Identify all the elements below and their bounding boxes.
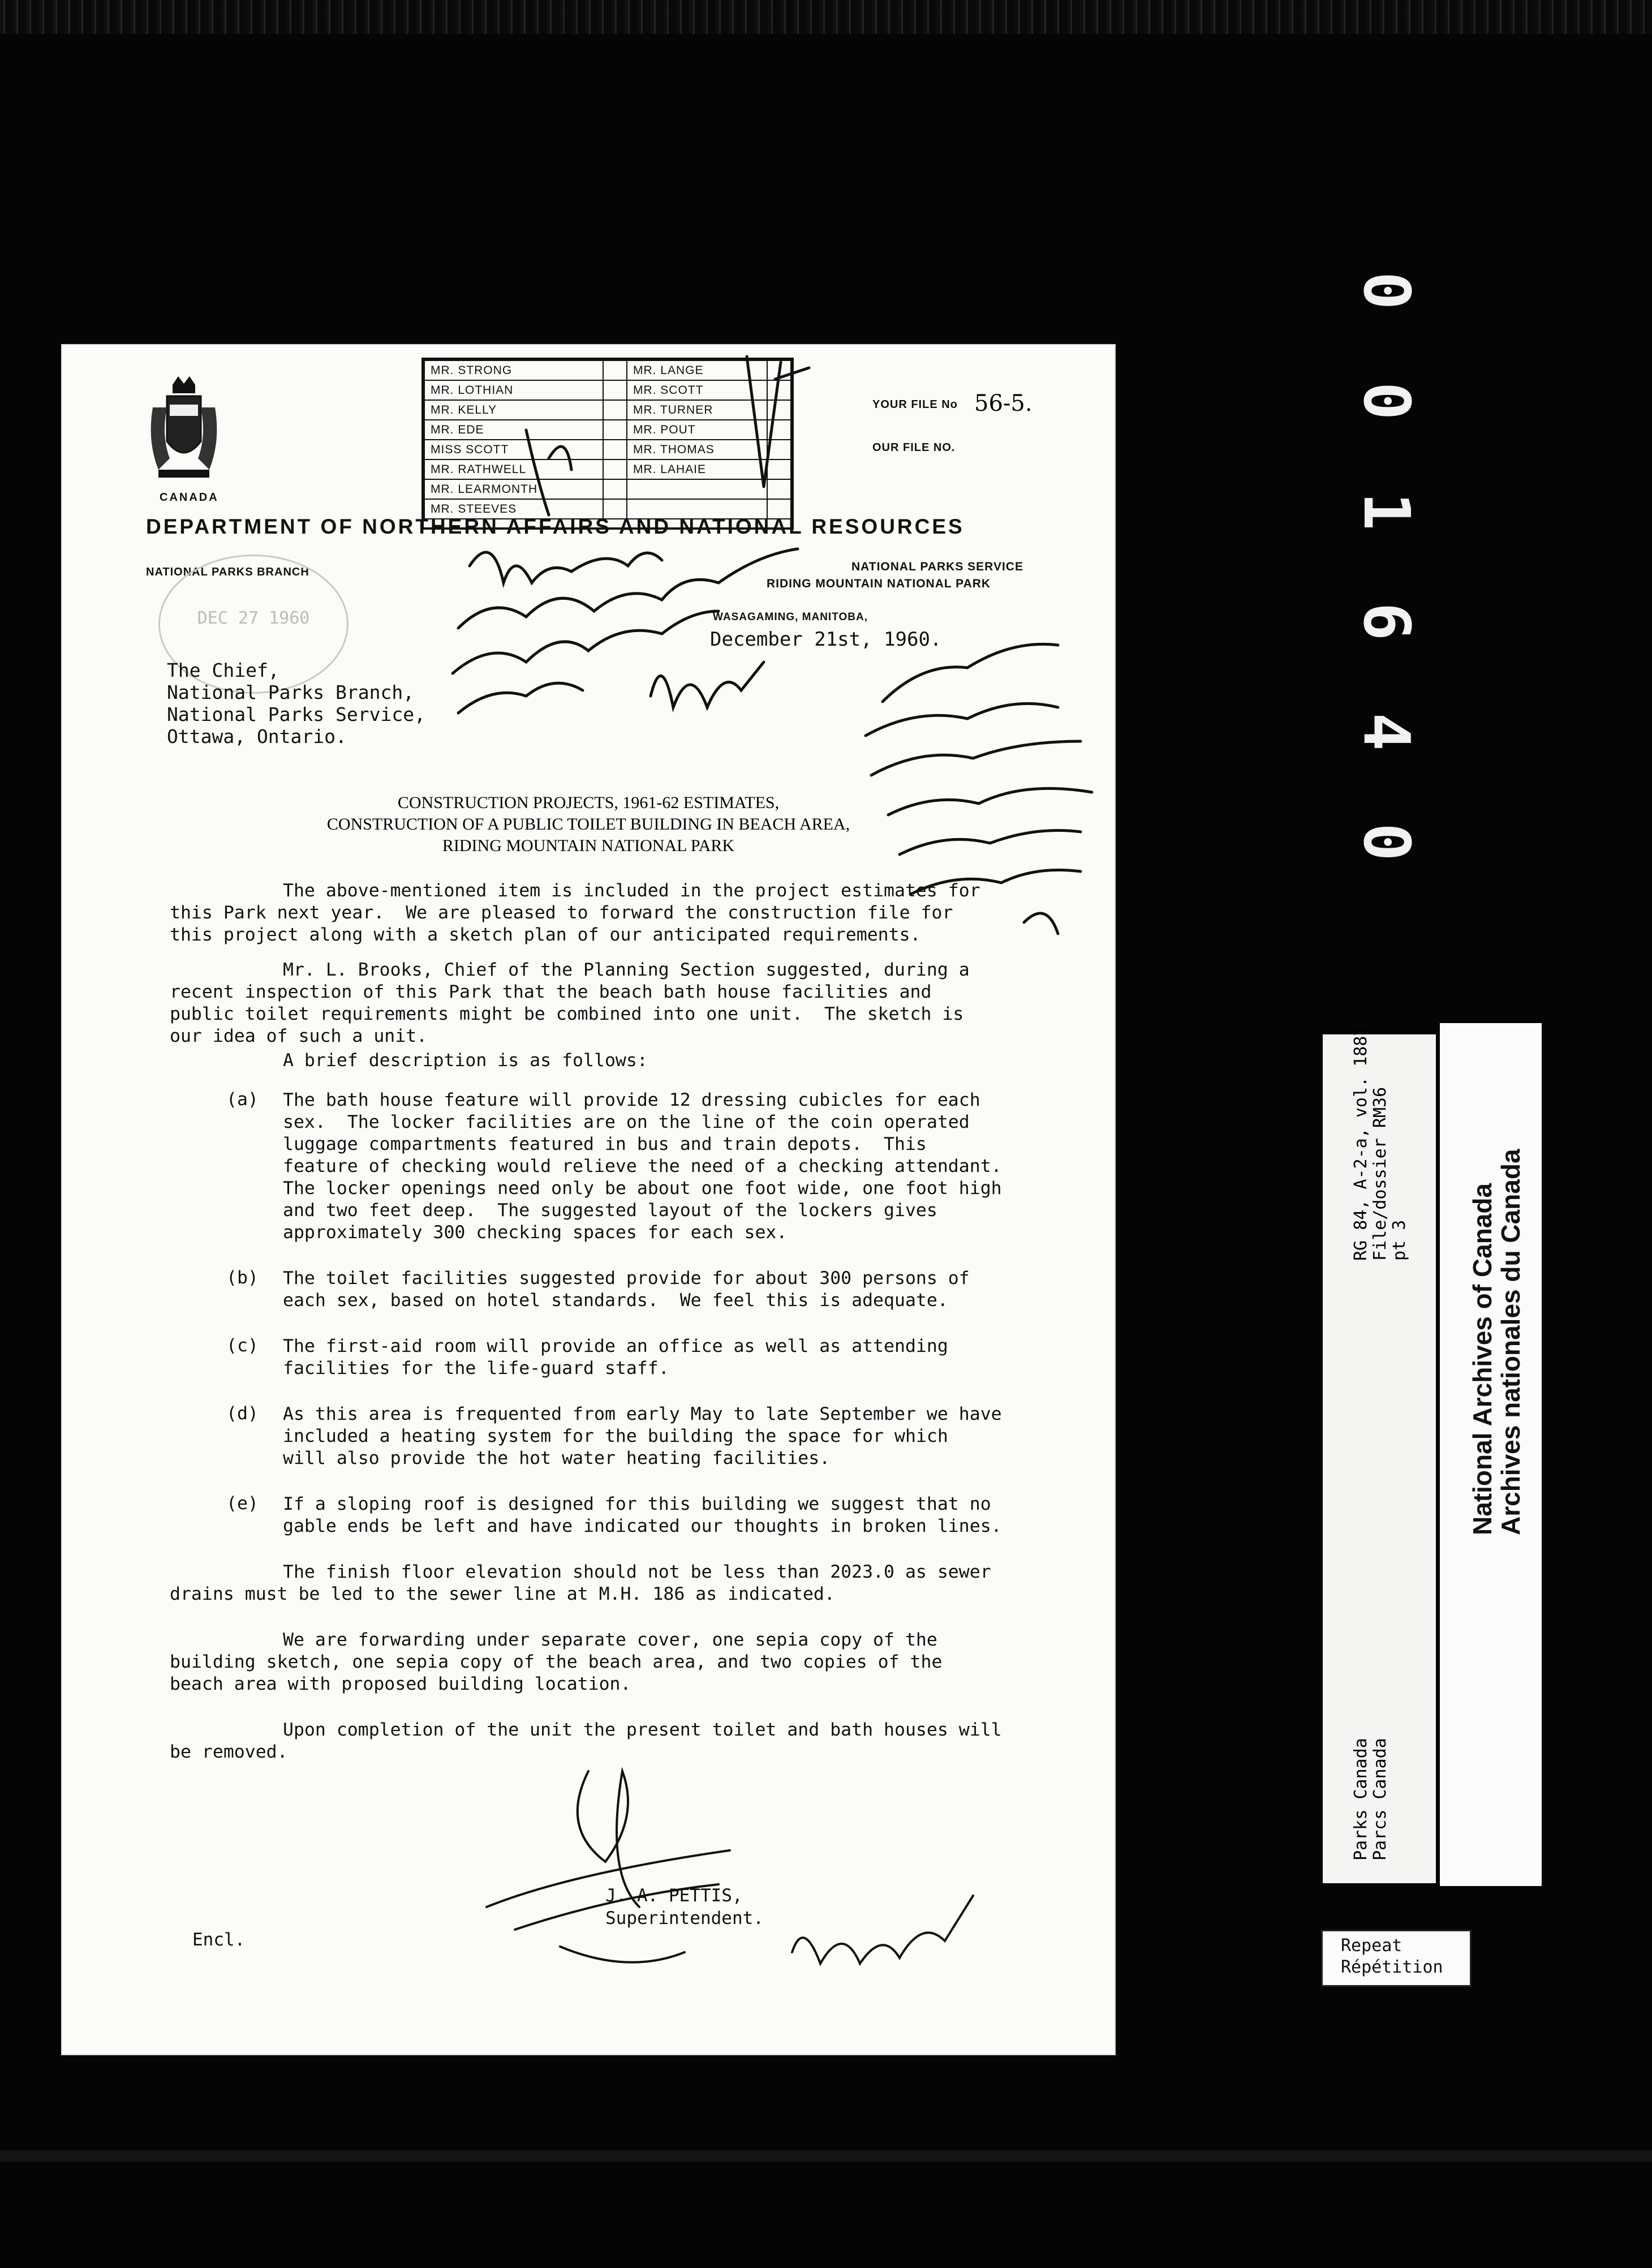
signature-stroke [578,1771,639,1907]
list-item-line: The toilet facilities suggested provide for about 300 persons of [283,1268,970,1288]
routing-name-left: MISS SCOTT [424,440,603,459]
subject-line: CONSTRUCTION PROJECTS, 1961-62 ESTIMATES, [397,793,780,812]
stamp-date: DEC 27 1960 [197,608,310,628]
routing-name-left: MR. KELLY [424,400,603,420]
body-line: A brief description is as follows: [283,1050,648,1071]
subject-line: CONSTRUCTION OF A PUBLIC TOILET BUILDING IN BEACH AREA, [326,815,850,834]
body-line: The above-mentioned item is included in the project estimates for [283,880,980,901]
handwritten-plans-attached [792,1896,973,1964]
archive-file: File/dossier RM36 [1370,1086,1390,1261]
routing-name-right: MR. LAHAIE [627,459,767,479]
handwritten-note-5g [1024,913,1058,934]
routing-initials [526,430,571,515]
handwritten-note-5e [900,831,1081,855]
address-line: National Parks Branch, [167,681,415,703]
list-item-line: The bath house feature will provide 12 dressing cubicles for each [283,1090,980,1110]
park-heading: RIDING MOUNTAIN NATIONAL PARK [767,577,991,590]
repeat-label-en: Repeat [1341,1936,1403,1956]
body-line: public toilet requirements might be combined into one unit. The sketch is [170,1004,964,1024]
archive-reference-card [1323,1025,1436,1883]
routing-name-left: MR. LOTHIAN [424,380,603,400]
body-line: this Park next year. We are pleased to forward the construction file for [170,903,953,923]
signature-loop [560,1947,685,1962]
repeat-label [1321,1930,1472,1987]
handwritten-note-5f [911,870,1081,895]
routing-name-left: MR. RATHWELL [424,459,603,479]
address-line: Ottawa, Ontario. [167,725,347,748]
body-line: be removed. [170,1742,288,1762]
routing-name-left: MR. STEEVES [424,499,603,519]
national-archives-card [1440,1023,1542,1886]
service-heading: NATIONAL PARKS SERVICE [851,560,1023,573]
place-line: WASAGAMING, MANITOBA, [713,611,868,623]
film-frame-number: 0 0 1 6 4 0 [1349,272,1423,878]
parks-canada-en: Parks Canada [1351,1738,1371,1861]
address-line: National Parks Service, [167,703,425,725]
film-edge-top [0,0,1652,34]
routing-name-right: MR. LANGE [627,360,767,380]
your-file-number: 56-5. [974,390,1032,416]
national-archives-en: National Archives of Canada [1468,1183,1497,1535]
list-item-line: each sex, based on hotel standards. We feel this is adequate. [283,1290,948,1311]
body-line: recent inspection of this Park that the beach bath house facilities and [170,982,932,1002]
signer-title: Superintendent. [605,1908,764,1928]
film-edge-bottom [0,2150,1652,2162]
enclosure-note: Encl. [192,1930,246,1950]
handwritten-note-3 [453,611,719,673]
your-file-label: YOUR FILE No [872,398,958,411]
list-item-line: approximately 300 checking spaces for each sex. [283,1222,788,1243]
handwritten-annotations [62,345,1115,2054]
list-item-label: (c) [226,1335,259,1356]
handwritten-note-5d [888,788,1092,815]
list-item-label: (d) [226,1403,259,1424]
routing-name-left: MR. LEARMONTH [424,479,603,499]
parks-canada-fr: Parcs Canada [1370,1738,1390,1861]
body-line: beach area with proposed building location. [170,1674,631,1694]
letter-page [62,345,1115,2054]
letter-date: December 21st, 1960. [710,628,942,651]
archive-part: pt 3 [1389,1219,1409,1261]
body-line: drains must be led to the sewer line at M.H. 186 as indicated. [170,1584,835,1604]
handwritten-note-4 [458,683,583,713]
repeat-label-fr: Répétition [1341,1957,1443,1977]
list-item-label: (e) [226,1493,259,1514]
routing-name-right: MR. SCOTT [627,380,767,400]
list-item-line: will also provide the hot water heating facilities. [283,1448,831,1468]
list-item-label: (b) [226,1268,259,1288]
handwritten-note-5c [871,741,1081,775]
body-line: We are forwarding under separate cover, one sepia copy of the [283,1630,937,1650]
body-line: Mr. L. Brooks, Chief of the Planning Section suggested, during a [283,960,970,980]
list-item-line: and two feet deep. The suggested layout of the lockers gives [283,1200,937,1221]
routing-name-right: MR. TURNER [627,400,767,420]
handwritten-note-5a [883,644,1058,702]
our-file-label: OUR FILE NO. [872,441,956,454]
list-item-label: (a) [226,1089,259,1110]
routing-name-left: MR. EDE [424,420,603,440]
routing-name-right: MR. POUT [627,420,767,440]
body-line: this project along with a sketch plan of our anticipated requirements. [170,925,921,945]
handwritten-note-5b [866,703,1058,736]
national-archives-fr: Archives nationales du Canada [1496,1149,1525,1535]
branch-heading: NATIONAL PARKS BRANCH [146,566,309,578]
list-item-line: If a sloping roof is designed for this building we suggest that no [283,1494,991,1514]
handwritten-note-2 [458,549,798,628]
address-line: The Chief, [167,659,279,681]
signature-flourish [487,1850,730,1930]
list-item-line: luggage compartments featured in bus and train depots. This [283,1134,927,1154]
list-item-line: feature of checking would relieve the need of a checking attendant. [283,1156,1002,1176]
list-item-line: As this area is frequented from early May to late September we have [283,1404,1002,1424]
subject-line: RIDING MOUNTAIN NATIONAL PARK [442,836,735,855]
list-item-line: facilities for the life-guard staff. [283,1358,669,1378]
routing-check-mark [747,356,809,487]
list-item-line: gable ends be left and have indicated our thoughts in broken lines. [283,1516,1002,1536]
handwritten-note-1 [470,552,662,583]
archive-reference: RG 84, A-2-a, vol. 1887 [1351,1025,1371,1261]
body-line: building sketch, one sepia copy of the beach area, and two copies of the [170,1652,943,1672]
body-line: The finish floor elevation should not be less than 2023.0 as sewer [283,1562,991,1582]
list-item-line: sex. The locker facilities are on the line of the coin operated [283,1112,970,1132]
crest-caption: CANADA [160,491,219,504]
handwritten-initials-date [651,662,764,707]
routing-name-left: MR. STRONG [424,360,603,380]
body-line: our idea of such a unit. [170,1026,428,1046]
routing-name-right: MR. THOMAS [627,440,767,459]
list-item-line: The first-aid room will provide an office as well as attending [283,1336,948,1356]
list-item-line: included a heating system for the building the space for which [283,1426,948,1446]
list-item-line: The locker openings need only be about one foot wide, one foot high [283,1178,1002,1199]
signer-name: J. A. PETTIS, [605,1885,743,1906]
body-line: Upon completion of the unit the present toilet and bath houses will [283,1720,1002,1740]
department-heading: DEPARTMENT OF NORTHERN AFFAIRS AND NATIONAL RESOURCES [146,515,965,538]
